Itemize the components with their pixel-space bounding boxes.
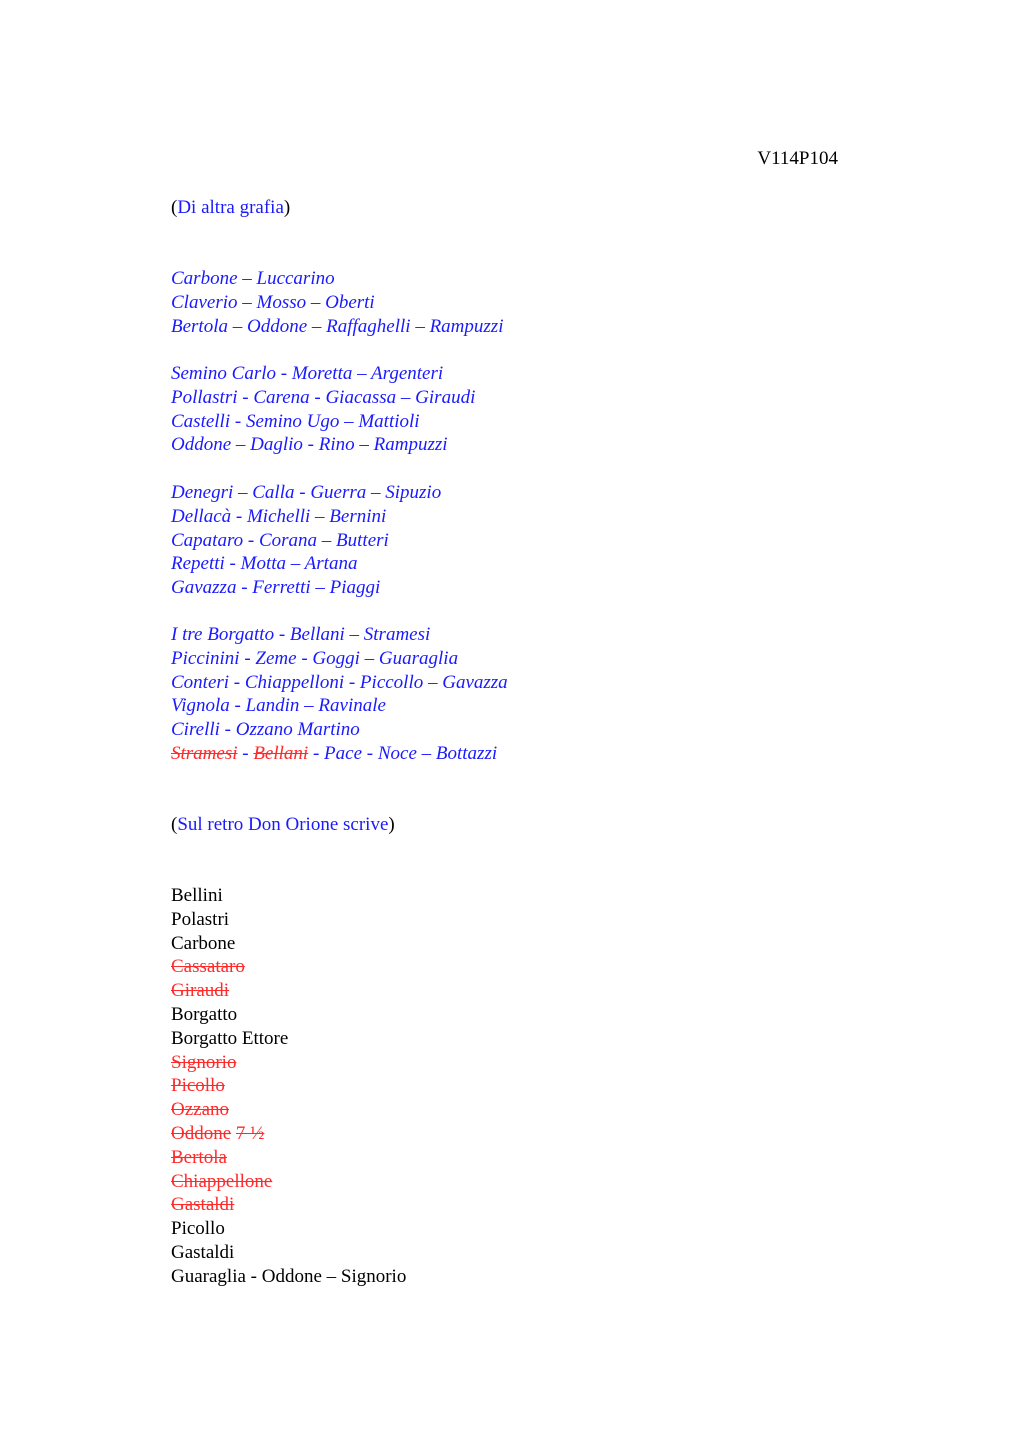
name-line: Denegri – Calla - Guerra – Sipuzio bbox=[171, 482, 442, 503]
name-group-1 bbox=[171, 267, 503, 338]
name-line: Bertola – Oddone – Raffaghelli – Rampuzzi bbox=[171, 315, 504, 337]
list-item: Guaraglia - Oddone – Signorio bbox=[171, 1265, 407, 1287]
name-line: Carbone – Luccarino bbox=[171, 268, 335, 289]
name-line: Conteri - Chiappelloni - Piccollo – Gavazza bbox=[171, 671, 508, 693]
name-group-2 bbox=[171, 362, 475, 457]
header-note bbox=[171, 196, 290, 220]
list-item: Borgatto Ettore bbox=[171, 1027, 289, 1049]
list-item-struck: Signorio bbox=[171, 1051, 237, 1073]
name-line: Pollastri - Carena - Giacassa – Giraudi bbox=[171, 386, 476, 408]
list-item: Gastaldi bbox=[171, 1241, 235, 1263]
list-item-struck: Chiappellone bbox=[171, 1170, 273, 1192]
list-item-struck-pair bbox=[171, 1122, 406, 1146]
retro-note bbox=[171, 813, 395, 837]
list-item-struck: Ozzano bbox=[171, 1099, 230, 1121]
struck-name: Stramesi bbox=[171, 742, 238, 764]
name-rest: - Pace - Noce – Bottazzi bbox=[308, 742, 498, 764]
name-line: Oddone – Daglio - Rino – Rampuzzi bbox=[171, 434, 448, 456]
note-open-paren: ( bbox=[171, 197, 178, 218]
list-item: Borgatto bbox=[171, 1003, 238, 1025]
name-line: Vignola - Landin – Ravinale bbox=[171, 695, 386, 717]
note-text: Sul retro Don Orione scrive bbox=[177, 814, 389, 835]
list-item-struck: Picollo bbox=[171, 1075, 225, 1097]
name-line: I tre Borgatto - Bellani – Stramesi bbox=[171, 624, 431, 645]
name-line: Dellacà - Michelli – Bernini bbox=[171, 505, 387, 527]
struck-name: Bellani bbox=[253, 742, 309, 764]
name-line: Repetti - Motta – Artana bbox=[171, 553, 358, 575]
list-item: Polastri bbox=[171, 908, 230, 930]
page-reference: V114P104 bbox=[757, 148, 838, 169]
name-line-with-deletions bbox=[171, 742, 508, 766]
list-item: Picollo bbox=[171, 1218, 225, 1240]
name-line: Cirelli - Ozzano Martino bbox=[171, 719, 360, 741]
name-line: Semino Carlo - Moretta – Argenteri bbox=[171, 363, 444, 384]
note-open-paren: ( bbox=[171, 814, 178, 835]
retro-name-list bbox=[171, 884, 406, 1289]
struck-value: 7 ½ bbox=[235, 1122, 265, 1144]
list-item: Carbone bbox=[171, 932, 236, 954]
list-item-struck: Giraudi bbox=[171, 980, 230, 1002]
name-line: Piccinini - Zeme - Goggi – Guaraglia bbox=[171, 647, 459, 669]
list-item-struck: Gastaldi bbox=[171, 1194, 235, 1216]
note-close-paren: ) bbox=[283, 197, 291, 218]
name-line: Capataro - Corana – Butteri bbox=[171, 529, 389, 551]
note-close-paren: ) bbox=[388, 814, 395, 835]
list-item-struck: Cassataro bbox=[171, 956, 245, 978]
name-group-3 bbox=[171, 481, 441, 600]
note-text: Di altra grafia bbox=[177, 197, 284, 218]
name-line: Castelli - Semino Ugo – Mattioli bbox=[171, 410, 420, 432]
name-line: Gavazza - Ferretti – Piaggi bbox=[171, 577, 381, 599]
name-group-4 bbox=[171, 623, 508, 766]
name-line: Claverio – Mosso – Oberti bbox=[171, 291, 375, 313]
separator: - bbox=[237, 742, 254, 764]
list-item-struck: Bertola bbox=[171, 1146, 227, 1168]
list-item: Bellini bbox=[171, 885, 223, 906]
struck-name: Oddone bbox=[171, 1122, 232, 1144]
